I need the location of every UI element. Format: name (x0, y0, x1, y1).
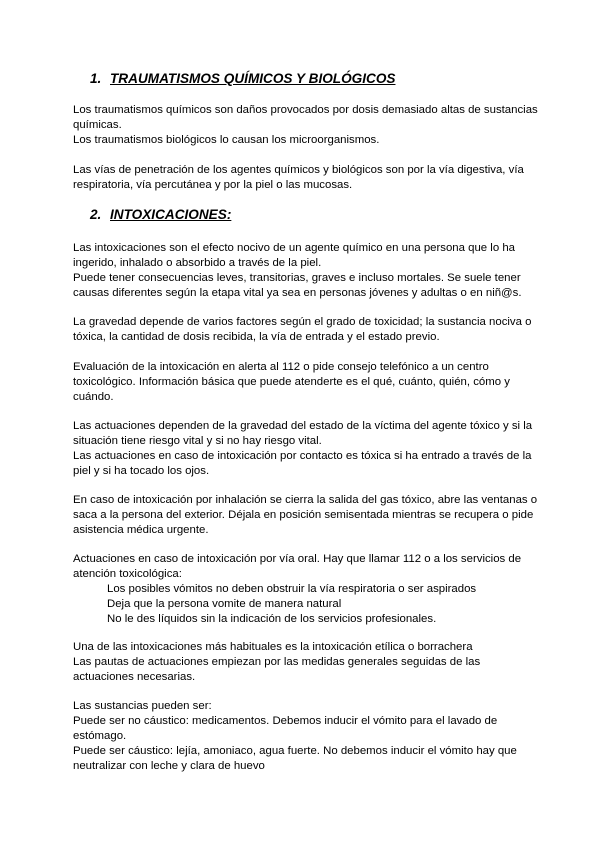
text-line: Las vías de penetración de los agentes químicos y biológicos son por la vía digestiva, vía (73, 164, 524, 176)
text-line: respiratoria, vía percutánea y por la piel o las mucosas. (73, 179, 353, 191)
text-line: En caso de intoxicación por inhalación se cierra la salida del gas tóxico, abre las ventanas o (73, 494, 538, 506)
text-line: Las sustancias pueden ser: (73, 700, 212, 712)
list-item: Los posibles vómitos no deben obstruir la vía respiratoria o ser aspirados (107, 583, 477, 595)
text-line: Actuaciones en caso de intoxicación por vía oral. Hay que llamar 112 o a los servicios de (73, 553, 522, 565)
text-line: neutralizar con leche y clara de huevo (73, 760, 265, 772)
text-line: saca a la persona del exterior. Déjala en posición semisentada mientras se recupera o pide (73, 509, 534, 521)
text-line: La gravedad depende de varios factores según el grado de toxicidad; la sustancia nociva o (73, 316, 532, 328)
section-title: TRAUMATISMOS QUÍMICOS Y BIOLÓGICOS (110, 71, 396, 86)
text-line: Evaluación de la intoxicación en alerta al 112 o pide consejo telefónico a un centro (73, 361, 489, 373)
text-line: Puede ser cáustico: lejía, amoniaco, agua fuerte. No debemos inducir el vómito hay que (73, 745, 517, 757)
list-item: No le des líquidos sin la indicación de los servicios profesionales. (107, 613, 437, 625)
text-line: atención toxicológica: (73, 568, 182, 580)
text-line: toxicológico. Información básica que puede atenderte es el qué, cuánto, quién, cómo y (73, 376, 510, 388)
text-line: Los traumatismos químicos son daños provocados por dosis demasiado altas de sustancias (73, 104, 538, 116)
text-line: tóxica, la cantidad de dosis recibida, la vía de entrada y el estado previo. (73, 331, 440, 343)
text-line: Las intoxicaciones son el efecto nocivo de un agente químico en una persona que lo ha (73, 242, 516, 254)
text-line: Las actuaciones en caso de intoxicación por contacto es tóxica si ha entrado a través de la (73, 450, 532, 462)
text-line: químicas. (73, 119, 122, 131)
text-line: Las actuaciones dependen de la gravedad del estado de la víctima del agente tóxico y si la (73, 420, 533, 432)
text-line: actuaciones necesarias. (73, 671, 196, 683)
text-line: asistencia médica urgente. (73, 524, 209, 536)
section-number: 2. (90, 207, 102, 222)
section-heading-2 (90, 207, 231, 222)
text-line: Las pautas de actuaciones empiezan por las medidas generales seguidas de las (73, 656, 481, 668)
section-number: 1. (90, 71, 102, 86)
list-item: Deja que la persona vomite de manera natural (107, 598, 342, 610)
section-title: INTOXICACIONES: (110, 207, 232, 222)
text-line: Puede tener consecuencias leves, transitorias, graves e incluso mortales. Se suele tener (73, 272, 521, 284)
text-line: cuándo. (73, 391, 114, 403)
text-line: estómago. (73, 730, 127, 742)
text-line: Los traumatismos biológicos lo causan los microorganismos. (73, 134, 380, 146)
text-line: situación tiene riesgo vital y si no hay riesgo vital. (73, 435, 322, 447)
text-line: piel y si ha tocado los ojos. (73, 465, 210, 477)
text-line: Puede ser no cáustico: medicamentos. Debemos inducir el vómito para el lavado de (73, 715, 498, 727)
text-line: Una de las intoxicaciones más habituales es la intoxicación etílica o borrachera (73, 641, 473, 653)
text-line: causas diferentes según la etapa vital ya sea en personas jóvenes y adultas o en niñ@s. (73, 287, 522, 299)
section-heading-1 (90, 71, 395, 86)
text-line: ingerido, inhalado o absorbido a través de la piel. (73, 257, 322, 269)
